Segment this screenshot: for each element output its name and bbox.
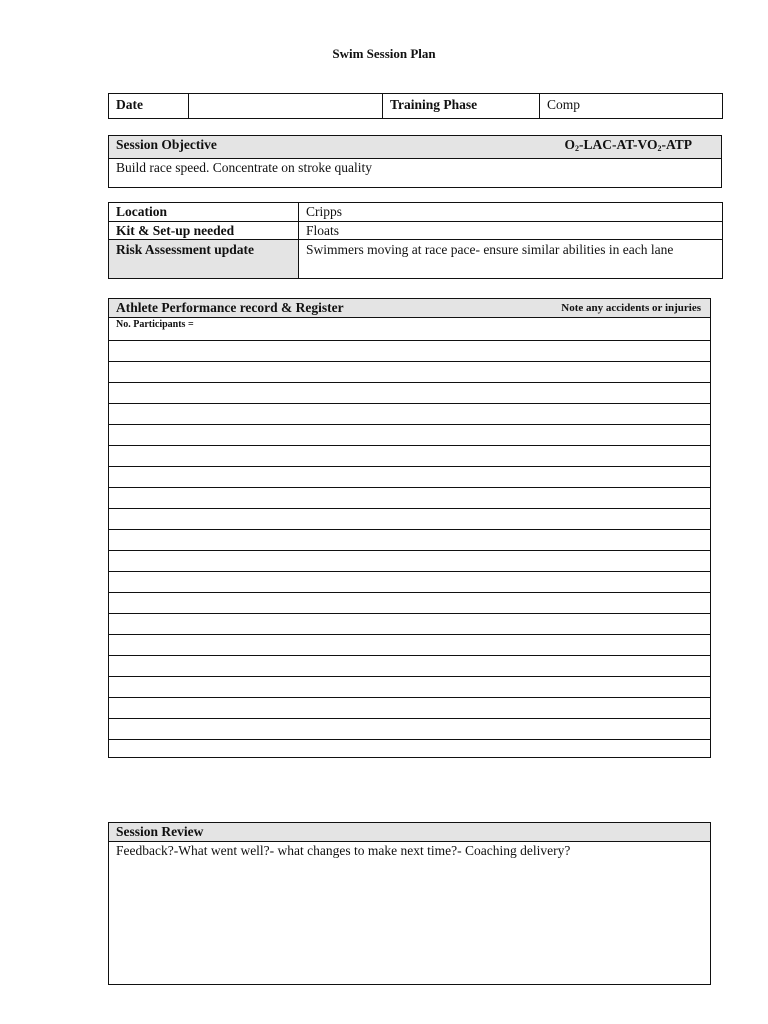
register-row[interactable] [109, 488, 711, 509]
register-row[interactable] [109, 467, 711, 488]
energy-systems-code: $O_2-LAC-AT-VO_2$-ATP [564, 137, 692, 153]
register-row[interactable] [109, 530, 711, 551]
register-row[interactable] [109, 572, 711, 593]
register-row[interactable] [109, 425, 711, 446]
athlete-register-title: Athlete Performance record & Register [116, 300, 344, 315]
session-details-table [108, 202, 723, 279]
session-objective-label: Session Objective [116, 137, 217, 152]
risk-assessment-label: Risk Assessment update [109, 240, 299, 279]
session-objective-field[interactable]: Build race speed. Concentrate on stroke quality [109, 159, 722, 188]
kit-setup-label: Kit & Set-up needed [109, 222, 299, 240]
register-row[interactable] [109, 446, 711, 467]
register-row[interactable] [109, 404, 711, 425]
register-row[interactable] [109, 719, 711, 740]
training-phase-label: Training Phase [383, 94, 540, 119]
participants-count-field[interactable]: No. Participants = [109, 318, 711, 341]
register-row[interactable] [109, 362, 711, 383]
location-field[interactable]: Cripps [299, 203, 723, 222]
register-row[interactable] [109, 656, 711, 677]
athlete-register-table [108, 298, 711, 758]
accidents-note: Note any accidents or injuries [561, 302, 701, 314]
register-row[interactable] [109, 593, 711, 614]
date-label: Date [109, 94, 189, 119]
athlete-register-header [109, 299, 711, 318]
location-label: Location [109, 203, 299, 222]
register-row[interactable] [109, 698, 711, 719]
register-row[interactable] [109, 614, 711, 635]
session-review-label: Session Review [109, 823, 711, 842]
session-review-field[interactable]: Feedback?-What went well?- what changes to make next time?- Coaching delivery? [109, 842, 711, 985]
register-row[interactable] [109, 677, 711, 698]
date-field[interactable] [189, 94, 383, 119]
session-review-table [108, 822, 711, 985]
register-row[interactable] [109, 635, 711, 656]
session-objective-header [109, 136, 722, 159]
kit-setup-field[interactable]: Floats [299, 222, 723, 240]
register-row[interactable] [109, 509, 711, 530]
page-title: Swim Session Plan [332, 46, 436, 61]
date-phase-table [108, 93, 723, 119]
session-objective-table [108, 135, 722, 188]
training-phase-field[interactable]: Comp [540, 94, 723, 119]
register-row[interactable] [109, 341, 711, 362]
register-row[interactable] [109, 740, 711, 758]
risk-assessment-field[interactable]: Swimmers moving at race pace- ensure similar abilities in each lane [299, 240, 723, 279]
register-row[interactable] [109, 551, 711, 572]
register-row[interactable] [109, 383, 711, 404]
